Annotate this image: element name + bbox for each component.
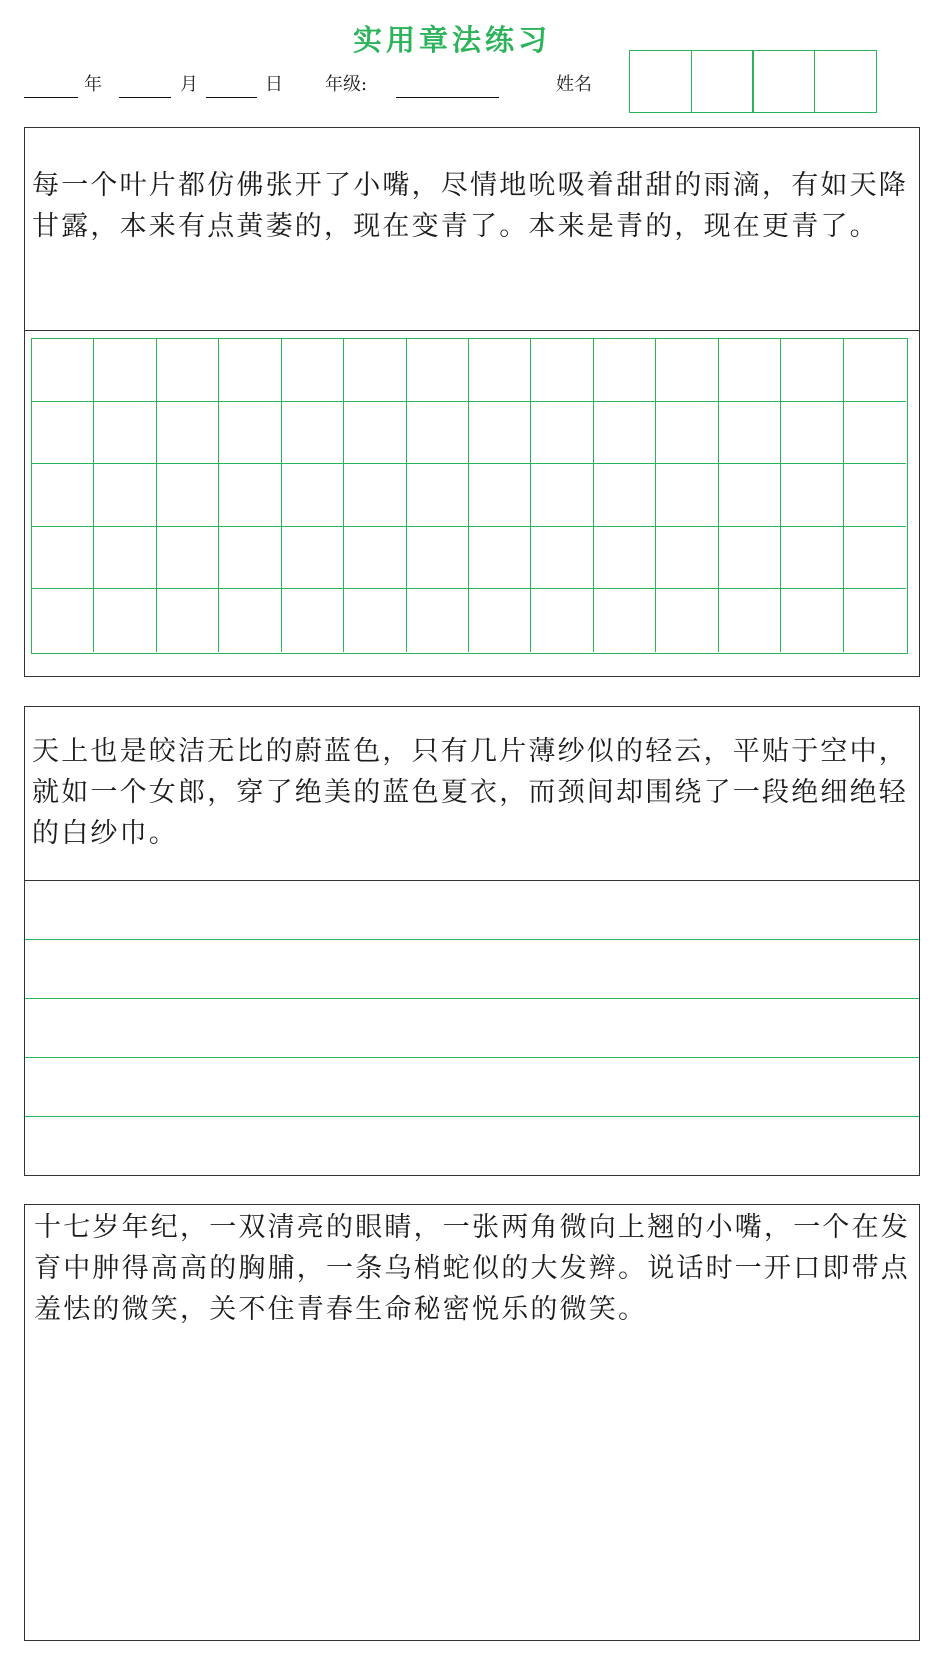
grid-cell[interactable] bbox=[94, 464, 156, 527]
grid-cell[interactable] bbox=[469, 589, 531, 652]
grid-cell[interactable] bbox=[32, 402, 94, 465]
grid-cell[interactable] bbox=[781, 527, 843, 590]
grid-cell[interactable] bbox=[594, 589, 656, 652]
grid-cell[interactable] bbox=[844, 339, 906, 402]
grid-cell[interactable] bbox=[719, 464, 781, 527]
grid-cell[interactable] bbox=[344, 464, 406, 527]
grid-cell[interactable] bbox=[157, 589, 219, 652]
grid-cell[interactable] bbox=[594, 527, 656, 590]
name-box[interactable] bbox=[752, 50, 815, 113]
page-title: 实用章法练习 bbox=[352, 23, 551, 57]
grid-cell[interactable] bbox=[94, 527, 156, 590]
exercise-section-3 bbox=[24, 1204, 920, 1641]
grid-cell[interactable] bbox=[32, 589, 94, 652]
grid-cell[interactable] bbox=[282, 527, 344, 590]
grid-cell[interactable] bbox=[844, 527, 906, 590]
tianzige-grid[interactable] bbox=[31, 338, 908, 654]
grid-cell[interactable] bbox=[219, 464, 281, 527]
ruled-line bbox=[25, 1057, 919, 1058]
grid-cell[interactable] bbox=[94, 402, 156, 465]
grid-cell[interactable] bbox=[32, 464, 94, 527]
grid-cell[interactable] bbox=[656, 527, 718, 590]
grid-cell[interactable] bbox=[531, 527, 593, 590]
grid-cell[interactable] bbox=[407, 339, 469, 402]
grid-cell[interactable] bbox=[844, 589, 906, 652]
grid-cell[interactable] bbox=[656, 339, 718, 402]
grid-cell[interactable] bbox=[719, 339, 781, 402]
exercise-section-1 bbox=[24, 127, 920, 677]
grid-cell[interactable] bbox=[32, 339, 94, 402]
grade-blank[interactable] bbox=[396, 97, 499, 98]
name-boxes bbox=[629, 50, 881, 113]
grid-cell[interactable] bbox=[469, 527, 531, 590]
grid-cell[interactable] bbox=[781, 589, 843, 652]
grid-cell[interactable] bbox=[94, 589, 156, 652]
grid-cell[interactable] bbox=[656, 589, 718, 652]
exercise-section-2 bbox=[24, 706, 920, 1176]
grid-cell[interactable] bbox=[157, 464, 219, 527]
grid-cell[interactable] bbox=[719, 527, 781, 590]
grid-cell[interactable] bbox=[407, 589, 469, 652]
grid-cell[interactable] bbox=[594, 464, 656, 527]
grid-cell[interactable] bbox=[282, 464, 344, 527]
grid-cell[interactable] bbox=[407, 464, 469, 527]
grid-cell[interactable] bbox=[781, 464, 843, 527]
grid-cell[interactable] bbox=[219, 402, 281, 465]
grid-cell[interactable] bbox=[157, 339, 219, 402]
month-blank[interactable] bbox=[119, 97, 171, 98]
name-label: 姓名 bbox=[556, 74, 592, 95]
section-divider bbox=[25, 880, 919, 881]
grid-cell[interactable] bbox=[407, 527, 469, 590]
grid-cell[interactable] bbox=[531, 402, 593, 465]
ruled-line bbox=[25, 998, 919, 999]
grid-cell[interactable] bbox=[469, 339, 531, 402]
grid-cell[interactable] bbox=[531, 464, 593, 527]
grid-cell[interactable] bbox=[531, 589, 593, 652]
grid-cell[interactable] bbox=[344, 589, 406, 652]
name-box[interactable] bbox=[691, 50, 754, 113]
grid-cell[interactable] bbox=[282, 402, 344, 465]
grid-cell[interactable] bbox=[531, 339, 593, 402]
grid-cell[interactable] bbox=[656, 402, 718, 465]
grid-cell[interactable] bbox=[94, 339, 156, 402]
prompt-text: 十七岁年纪，一双清亮的眼睛，一张两角微向上翘的小嘴，一个在发育中肿得高高的胸脯，一条乌梢蛇似的大发辫。说话时一开口即带点羞怯的微笑，关不住青春生命秘密悦乐的微笑。 bbox=[34, 1212, 910, 1325]
grid-cell[interactable] bbox=[344, 527, 406, 590]
prompt-text: 天上也是皎洁无比的蔚蓝色，只有几片薄纱似的轻云，平贴于空中，就如一个女郎，穿了绝美的蓝色夏衣，而颈间却围绕了一段绝细绝轻的白纱巾。 bbox=[32, 736, 908, 849]
grid-cell[interactable] bbox=[781, 402, 843, 465]
grid-cell[interactable] bbox=[844, 402, 906, 465]
grid-cell[interactable] bbox=[219, 527, 281, 590]
grid-cell[interactable] bbox=[594, 339, 656, 402]
grid-cell[interactable] bbox=[656, 464, 718, 527]
year-blank[interactable] bbox=[24, 97, 78, 98]
ruled-line bbox=[25, 939, 919, 940]
section-divider bbox=[25, 330, 919, 331]
grid-cell[interactable] bbox=[594, 402, 656, 465]
month-label: 月 bbox=[180, 74, 198, 95]
grid-cell[interactable] bbox=[719, 589, 781, 652]
year-label: 年 bbox=[84, 74, 102, 95]
grid-cell[interactable] bbox=[219, 339, 281, 402]
grid-cell[interactable] bbox=[32, 527, 94, 590]
ruled-line bbox=[25, 1116, 919, 1117]
grid-cell[interactable] bbox=[844, 464, 906, 527]
grid-cell[interactable] bbox=[282, 339, 344, 402]
grid-cell[interactable] bbox=[781, 339, 843, 402]
grid-cell[interactable] bbox=[219, 589, 281, 652]
day-blank[interactable] bbox=[206, 97, 257, 98]
grid-cell[interactable] bbox=[157, 527, 219, 590]
grade-label: 年级: bbox=[325, 74, 368, 95]
grid-cell[interactable] bbox=[469, 464, 531, 527]
grid-cell[interactable] bbox=[344, 339, 406, 402]
grid-cell[interactable] bbox=[407, 402, 469, 465]
name-box[interactable] bbox=[814, 50, 877, 113]
grid-cell[interactable] bbox=[157, 402, 219, 465]
prompt-text: 每一个叶片都仿佛张开了小嘴，尽情地吮吸着甜甜的雨滴，有如天降甘露，本来有点黄萎的，现在变青了。本来是青的，现在更青了。 bbox=[32, 170, 908, 242]
grid-cell[interactable] bbox=[469, 402, 531, 465]
grid-cell[interactable] bbox=[344, 402, 406, 465]
writing-area[interactable] bbox=[25, 1335, 919, 1640]
grid-cell[interactable] bbox=[719, 402, 781, 465]
day-label: 日 bbox=[265, 74, 283, 95]
name-box[interactable] bbox=[629, 50, 692, 113]
grid-cell[interactable] bbox=[282, 589, 344, 652]
